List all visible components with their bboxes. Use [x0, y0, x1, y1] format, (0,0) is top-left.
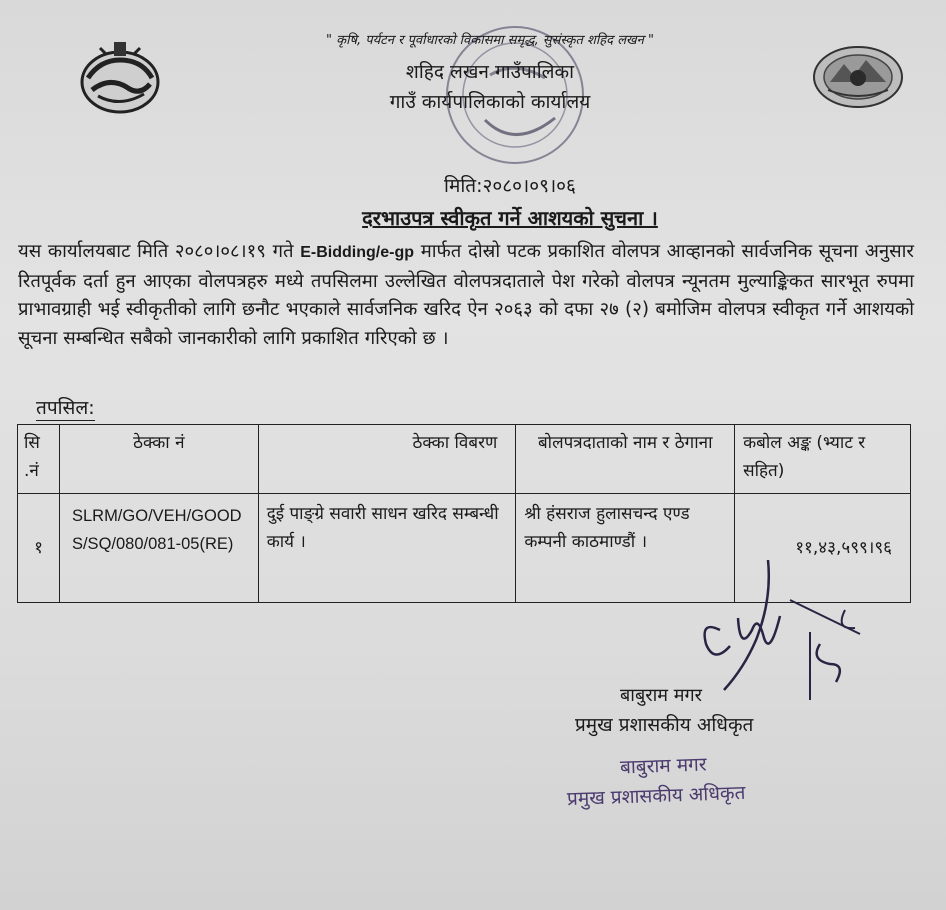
cell-amount: ११,४३,५९९।९६ — [735, 494, 911, 603]
municipality-logo — [808, 42, 908, 112]
cell-sn: १ — [18, 494, 60, 603]
nepal-government-emblem — [70, 38, 170, 118]
cell-contract-desc: दुई पाङ्ग्रे सवारी साधन खरिद सम्बन्धी कार्य । — [258, 494, 516, 603]
cell-contract-no: SLRM/GO/VEH/GOODS/SQ/080/081-05(RE) — [59, 494, 258, 603]
header-bidder: बोलपत्रदाताको नाम र ठेगाना — [516, 425, 735, 494]
header-amount: कबोल अङ्क (भ्याट र सहित) — [735, 425, 911, 494]
office-name: शहिद लखन गाउँपालिका — [405, 61, 575, 83]
ebidding-term: E-Bidding/e-gp — [300, 244, 415, 261]
notice-date — [380, 172, 640, 198]
stamp-signatory-title: प्रमुख प्रशासकीय अधिकृत — [566, 781, 746, 811]
header-sn: सि .नं — [18, 425, 60, 494]
header-contract-desc: ठेक्का विबरण — [258, 425, 516, 494]
stamp-signatory-name: बाबुराम मगर — [619, 753, 707, 779]
notice-body — [18, 238, 914, 353]
handwritten-signature — [660, 560, 880, 700]
table-header-row — [18, 425, 911, 494]
header-contract-no: ठेक्का नं — [59, 425, 258, 494]
body-part1: यस कार्यालयबाट मिति २०८०।०८।१९ गते — [18, 241, 301, 262]
body-part2: मार्फत दोस्रो पटक प्रकाशित वोलपत्र आव्हानको सार्वजनिक सूचना अनुसार रितपूर्वक दर्ता हुन आएका वोलपत्रहरु मध्ये तपसिलमा उल्लेखित वोलपत्रदाताले पेश गरेको वोलपत्र न्यूनतम मुल्याङ्किकत सारभूत रुपमा प्राभावग्राही भई स्वीकृतीको लागि छनौट भएकाले सार्वजनिक खरिद ऐन २०६३ को दफा २७ (२) बमोजिम वोलपत्र स्वीकृत गर्ने आशयको सूचना सम्बन्धित सबैको जानकारीको लागि प्रकाशित गरिएको छ । — [18, 241, 914, 349]
office-subtitle: गाउँ कार्यपालिकाको कार्यालय — [389, 91, 591, 113]
date-value: २०८०।०९।०६ — [482, 175, 576, 197]
date-label: मिति: — [444, 175, 483, 197]
cell-bidder: श्री हंसराज हुलासचन्द एण्ड कम्पनी काठमाण्डौं । — [516, 494, 735, 603]
schedule-label: तपसिल: — [36, 394, 95, 421]
notice-title: दरभाउपत्र स्वीकृत गर्ने आशयको सुचना । — [362, 206, 658, 230]
signatory-name: बाबुराम मगर — [620, 685, 702, 706]
motto: " कृषि, पर्यटन र पूर्वाधारको विकासमा समृद्ध, सुसंस्कृत शहिद लखन " — [326, 33, 654, 48]
signatory-title: प्रमुख प्रशासकीय अधिकृत — [575, 714, 754, 736]
